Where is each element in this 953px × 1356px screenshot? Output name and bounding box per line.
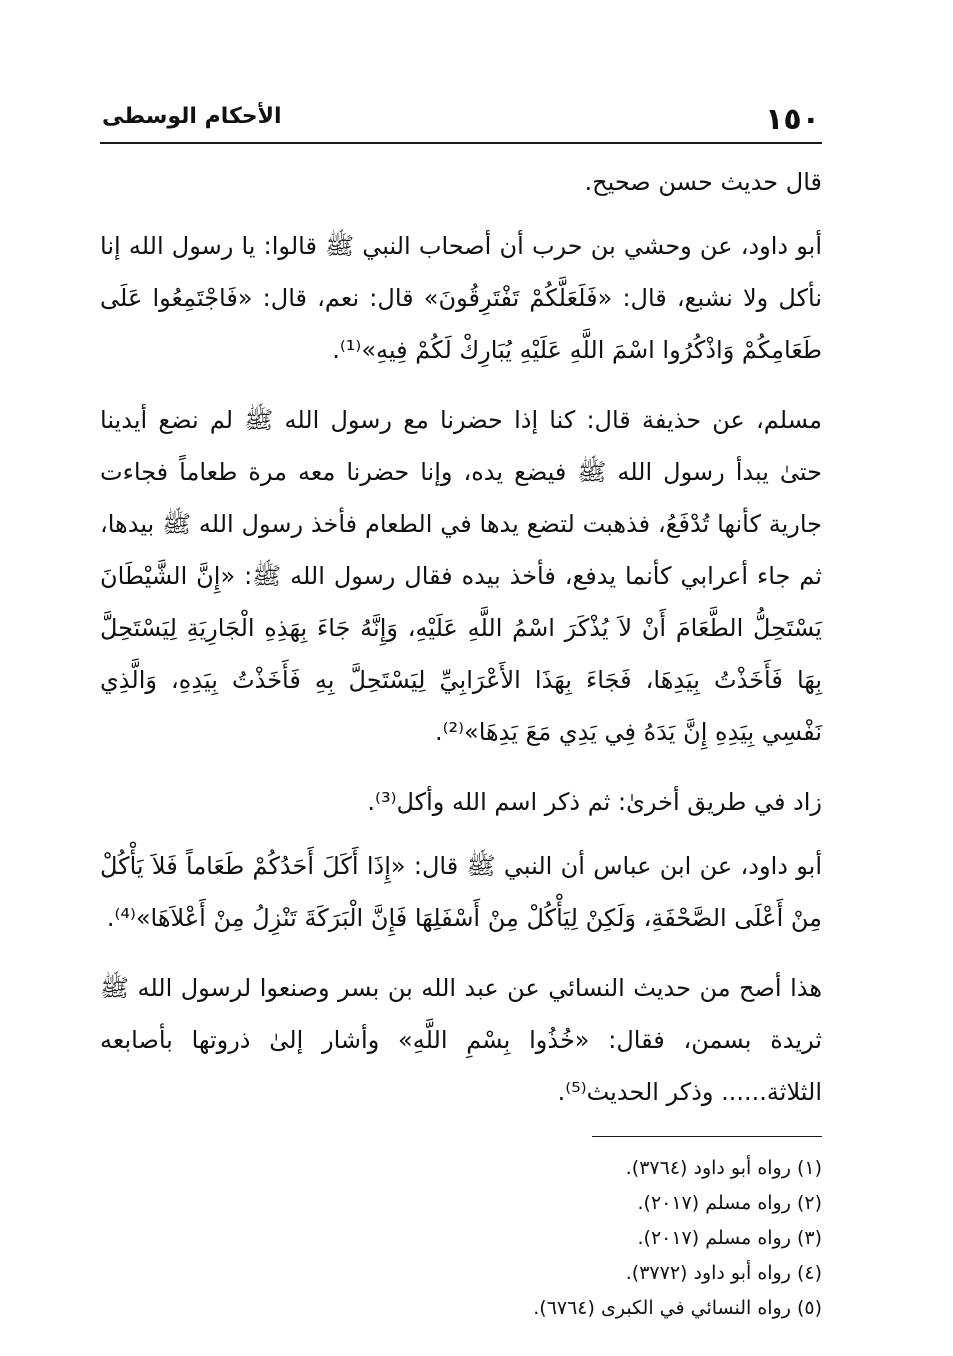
footnote: (٣) رواه مسلم (٢٠١٧). (637, 1227, 822, 1249)
footnotes-list (100, 1151, 822, 1326)
page-number: ١٥٠ (765, 102, 820, 137)
footnote: (٢) رواه مسلم (٢٠١٧). (637, 1192, 822, 1214)
footnote: (٥) رواه النسائي في الكبرى (٦٧٦٤). (533, 1297, 822, 1319)
paragraph: قال حديث حسن صحيح. (584, 168, 822, 196)
paragraph: هذا أصح من حديث النسائي عن عبد الله بن بسر وصنعوا لرسول الله ﷺ ثريدة بسمن، فقال: «خُذُوا بِسْمِ اللَّهِ» وأشار إلىٰ ذروتها بأصابعه الثلاثة...... وذكر الحديث⁽⁵⁾. (100, 974, 822, 1106)
footnote-separator (592, 1136, 822, 1137)
book-page (100, 96, 822, 1326)
footnote: (١) رواه أبو داود (٣٧٦٤). (625, 1157, 822, 1179)
main-text (100, 156, 822, 1118)
paragraph: زاد في طريق أخرىٰ: ثم ذكر اسم الله وأكل⁽³⁾. (367, 788, 822, 816)
paragraph: مسلم، عن حذيفة قال: كنا إذا حضرنا مع رسول الله ﷺ لم نضع أيدينا حتىٰ يبدأ رسول الله ﷺ فيضع يده، وإنا حضرنا معه مرة طعاماً فجاءت جارية كأنها تُدْفَعُ، فذهبت لتضع يدها في الطعام فأخذ رسول الله ﷺ بيدها، ثم جاء أعرابي كأنما يدفع، فأخذ بيده فقال رسول الله ﷺ: «إِنَّ الشَّيْطَانَ يَسْتَحِلُّ الطَّعَامَ أَنْ لاَ يُذْكَرَ اسْمُ اللَّهِ عَلَيْهِ، وَإِنَّهُ جَاءَ بِهَذِهِ الْجَارِيَةِ لِيَسْتَحِلَّ بِهَا فَأَخَذْتُ بِيَدِهَا، فَجَاءَ بِهَذَا الأَعْرَابِيِّ لِيَسْتَحِلَّ بِهِ فَأَخَذْتُ بِيَدِهِ، وَالَّذِي نَفْسِي بِيَدِهِ إِنَّ يَدَهُ فِي يَدِي مَعَ يَدِهَا»⁽²⁾. (100, 406, 822, 746)
running-title: الأحكام الوسطى (102, 104, 282, 129)
paragraph: أبو داود، عن ابن عباس أن النبي ﷺ قال: «إِذَا أَكَلَ أَحَدُكُمْ طَعَاماً فَلاَ يَأْكُلْ مِنْ أَعْلَى الصَّحْفَةِ، وَلَكِنْ لِيَأْكُلْ مِنْ أَسْفَلِهَا فَإِنَّ الْبَرَكَةَ تَنْزِلُ مِنْ أَعْلاَهَا»⁽⁴⁾. (100, 852, 822, 932)
page-header (100, 96, 822, 144)
paragraph: أبو داود، عن وحشي بن حرب أن أصحاب النبي ﷺ قالوا: يا رسول الله إنا نأكل ولا نشبع، قال: «فَلَعَلَّكُمْ تَفْتَرِقُونَ» قال: نعم، قال: «فَاجْتَمِعُوا عَلَى طَعَامِكُمْ وَاذْكُرُوا اسْمَ اللَّهِ عَلَيْهِ يُبَارِكْ لَكُمْ فِيهِ»⁽¹⁾. (100, 232, 822, 364)
footnote: (٤) رواه أبو داود (٣٧٧٢). (625, 1262, 822, 1284)
